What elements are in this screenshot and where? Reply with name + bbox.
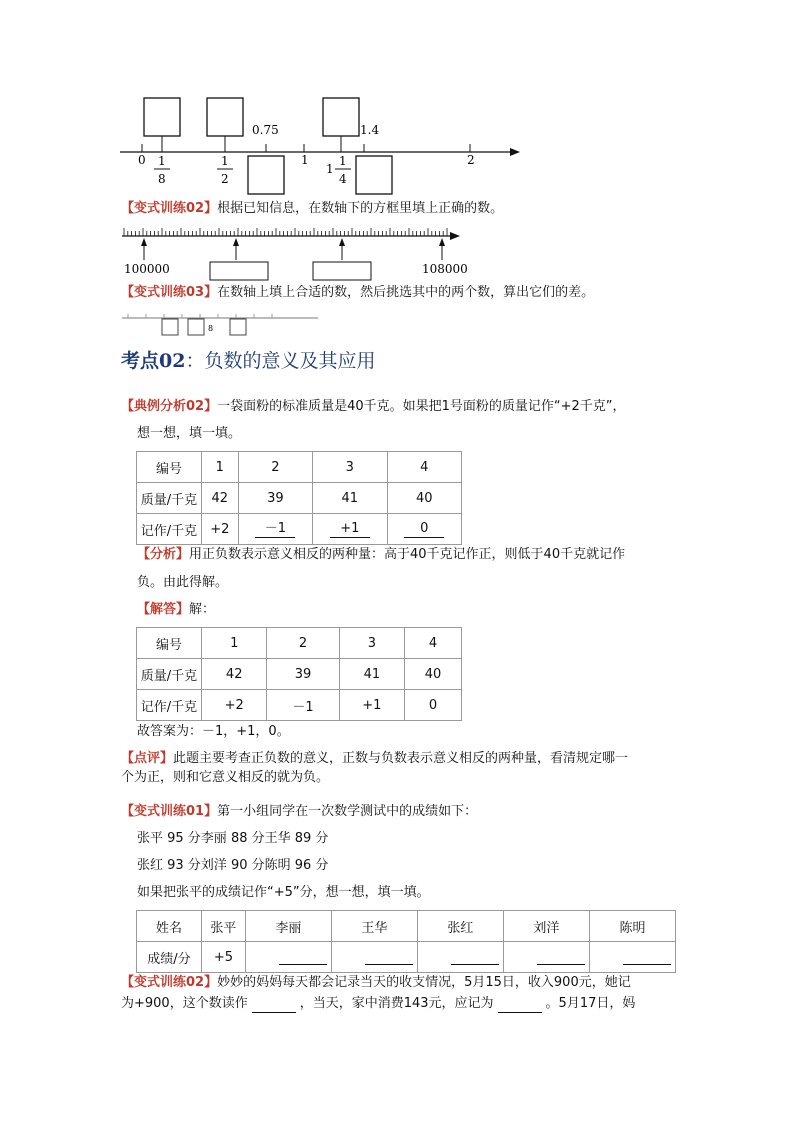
example-tag: 【典例分析02】 bbox=[121, 399, 218, 414]
section-title-text: ：负数的意义及其应用 bbox=[185, 350, 376, 372]
table-cell: －1 bbox=[267, 690, 339, 721]
analysis-tag: 【分析】 bbox=[137, 547, 190, 562]
blank-field[interactable] bbox=[365, 950, 413, 965]
filled-blank[interactable]: +1 bbox=[330, 521, 370, 538]
table-header: 王华 bbox=[331, 911, 417, 942]
section-number: 02 bbox=[159, 350, 186, 372]
answer-box[interactable] bbox=[188, 319, 204, 335]
mixed-den: 4 bbox=[339, 172, 347, 186]
row-label: 成绩/分 bbox=[137, 942, 202, 973]
frac-1-2-num: 1 bbox=[221, 154, 229, 168]
table-cell: 42 bbox=[202, 659, 267, 690]
table-row bbox=[137, 942, 676, 973]
frac-1-8-num: 1 bbox=[158, 154, 166, 168]
small-number-line bbox=[118, 310, 328, 338]
answer-text: 解： bbox=[189, 602, 216, 617]
table-row bbox=[137, 911, 676, 942]
answer-box[interactable] bbox=[162, 319, 178, 335]
label-1-4: 1.4 bbox=[360, 123, 380, 137]
drill02b-text2c: 。5月17日，妈 bbox=[545, 996, 636, 1011]
table-row bbox=[137, 628, 462, 659]
example-text: 一袋面粉的标准质量是40千克。如果把1号面粉的质量记作“+2千克”， bbox=[217, 399, 626, 414]
question-table bbox=[136, 451, 462, 545]
drill01-text: 第一小组同学在一次数学测试中的成绩如下： bbox=[217, 804, 478, 819]
filled-blank[interactable]: －1 bbox=[255, 521, 295, 538]
drill02b-text2a: 为+900，这个数读作 bbox=[121, 996, 248, 1011]
drill03-tag: 【变式训练03】 bbox=[121, 285, 218, 300]
blank-field[interactable] bbox=[279, 950, 327, 965]
frac-1-2-den: 2 bbox=[221, 172, 229, 186]
table-header: 3 bbox=[313, 452, 387, 483]
answer-box[interactable] bbox=[356, 156, 392, 194]
table-header: 4 bbox=[405, 628, 462, 659]
small-label-8: 8 bbox=[208, 324, 214, 333]
analysis-2: 负。由此得解。 bbox=[137, 575, 229, 590]
label-one: 1 bbox=[301, 153, 309, 167]
answer bbox=[137, 601, 215, 619]
table-row bbox=[137, 452, 462, 483]
table-header: 编号 bbox=[137, 452, 202, 483]
table-cell bbox=[238, 514, 312, 545]
table-header: 编号 bbox=[137, 628, 202, 659]
answer-box[interactable] bbox=[323, 98, 359, 136]
table-header: 2 bbox=[238, 452, 312, 483]
drill02b-question bbox=[121, 974, 631, 992]
label-0-75: 0.75 bbox=[252, 123, 279, 137]
label-zero: 0 bbox=[138, 153, 146, 167]
table-cell: 41 bbox=[339, 659, 404, 690]
table-cell: 41 bbox=[313, 483, 387, 514]
filled-blank[interactable]: 0 bbox=[404, 521, 444, 538]
table-header: 张平 bbox=[202, 911, 246, 942]
frac-1-8-den: 8 bbox=[158, 172, 166, 186]
table-row bbox=[137, 690, 462, 721]
table-cell: 42 bbox=[202, 483, 239, 514]
drill02b-line-2 bbox=[121, 995, 635, 1013]
blank-field[interactable] bbox=[537, 950, 585, 965]
label-100000: 100000 bbox=[124, 262, 170, 276]
table-header: 2 bbox=[267, 628, 339, 659]
scores-line-1: 张平 95 分李丽 88 分王华 89 分 bbox=[137, 831, 329, 846]
number-line-ticks bbox=[118, 224, 468, 282]
table-cell bbox=[417, 942, 503, 973]
analysis bbox=[137, 546, 625, 564]
table-cell: 40 bbox=[387, 483, 461, 514]
row-label: 质量/千克 bbox=[137, 659, 202, 690]
table-header: 李丽 bbox=[245, 911, 331, 942]
table-cell: +2 bbox=[202, 690, 267, 721]
table-cell: 39 bbox=[238, 483, 312, 514]
drill03-question bbox=[121, 284, 594, 302]
table-header: 3 bbox=[339, 628, 404, 659]
mixed-num: 1 bbox=[339, 154, 347, 168]
table-header: 陈明 bbox=[589, 911, 675, 942]
table-row bbox=[137, 659, 462, 690]
section-title bbox=[121, 346, 375, 373]
row-label: 记作/千克 bbox=[137, 690, 202, 721]
answer-table bbox=[136, 627, 462, 721]
drill02-tag: 【变式训练02】 bbox=[121, 201, 218, 216]
table-cell: 0 bbox=[405, 690, 462, 721]
drill03-text: 在数轴上填上合适的数，然后挑选其中的两个数，算出它们的差。 bbox=[217, 285, 595, 300]
answer-box[interactable] bbox=[210, 262, 268, 280]
drill02b-text: 妙妙的妈妈每天都会记录当天的收支情况，5月15日，收入900元，她记 bbox=[217, 975, 631, 990]
blank-field[interactable] bbox=[623, 950, 671, 965]
table-cell bbox=[503, 942, 589, 973]
table-cell bbox=[313, 514, 387, 545]
answer-box[interactable] bbox=[248, 156, 284, 194]
scores-line-2: 张红 93 分刘洋 90 分陈明 96 分 bbox=[137, 858, 329, 873]
table-cell bbox=[387, 514, 461, 545]
table-cell: 40 bbox=[405, 659, 462, 690]
table-cell bbox=[589, 942, 675, 973]
example-question-2: 想一想，填一填。 bbox=[137, 426, 242, 441]
table-header: 1 bbox=[202, 628, 267, 659]
drill01-question bbox=[121, 803, 477, 821]
example-question bbox=[121, 398, 626, 416]
row-label: 记作/千克 bbox=[137, 514, 202, 545]
label-108000: 108000 bbox=[422, 262, 468, 276]
label-two: 2 bbox=[467, 153, 475, 167]
table-cell: 39 bbox=[267, 659, 339, 690]
drill02-text: 根据已知信息，在数轴下的方框里填上正确的数。 bbox=[217, 201, 504, 216]
comment-2: 个为正，则和它意义相反的就为负。 bbox=[121, 770, 330, 785]
answer-box[interactable] bbox=[207, 98, 243, 136]
mixed-whole: 1 bbox=[326, 162, 334, 176]
answer-box[interactable] bbox=[144, 98, 180, 136]
table-header: 张红 bbox=[417, 911, 503, 942]
table-row bbox=[137, 483, 462, 514]
drill02-question bbox=[121, 200, 503, 218]
tick-marks bbox=[124, 228, 447, 236]
scores-line-3: 如果把张平的成绩记作“+5”分，想一想，填一填。 bbox=[137, 885, 430, 900]
table-header: 刘洋 bbox=[503, 911, 589, 942]
table-cell: +5 bbox=[202, 942, 246, 973]
blank-field[interactable] bbox=[252, 998, 296, 1013]
row-label: 质量/千克 bbox=[137, 483, 202, 514]
table-header: 1 bbox=[202, 452, 239, 483]
table-cell bbox=[331, 942, 417, 973]
blank-field[interactable] bbox=[451, 950, 499, 965]
scores-table bbox=[136, 910, 676, 973]
answer-tag: 【解答】 bbox=[137, 602, 190, 617]
table-row bbox=[137, 514, 462, 545]
comment bbox=[121, 750, 628, 768]
number-line-fractions bbox=[118, 92, 528, 200]
final-answer: 故答案为：－1，+1，0。 bbox=[137, 724, 290, 739]
table-header: 4 bbox=[387, 452, 461, 483]
section-prefix: 考点 bbox=[121, 350, 160, 372]
comment-tag: 【点评】 bbox=[121, 751, 174, 766]
table-cell: +2 bbox=[202, 514, 239, 545]
table-cell: +1 bbox=[339, 690, 404, 721]
answer-box[interactable] bbox=[230, 319, 246, 335]
analysis-text: 用正负数表示意义相反的两种量：高于40千克记作正，则低于40千克就记作 bbox=[189, 547, 626, 562]
drill01-tag: 【变式训练01】 bbox=[121, 804, 218, 819]
drill02b-text2b: ，当天，家中消费143元，应记为 bbox=[299, 996, 494, 1011]
comment-text: 此题主要考查正负数的意义，正数与负数表示意义相反的两种量，看清规定哪一 bbox=[173, 751, 629, 766]
table-cell bbox=[245, 942, 331, 973]
answer-box[interactable] bbox=[313, 262, 371, 280]
blank-field[interactable] bbox=[498, 998, 542, 1013]
table-header: 姓名 bbox=[137, 911, 202, 942]
drill02b-tag: 【变式训练02】 bbox=[121, 975, 218, 990]
